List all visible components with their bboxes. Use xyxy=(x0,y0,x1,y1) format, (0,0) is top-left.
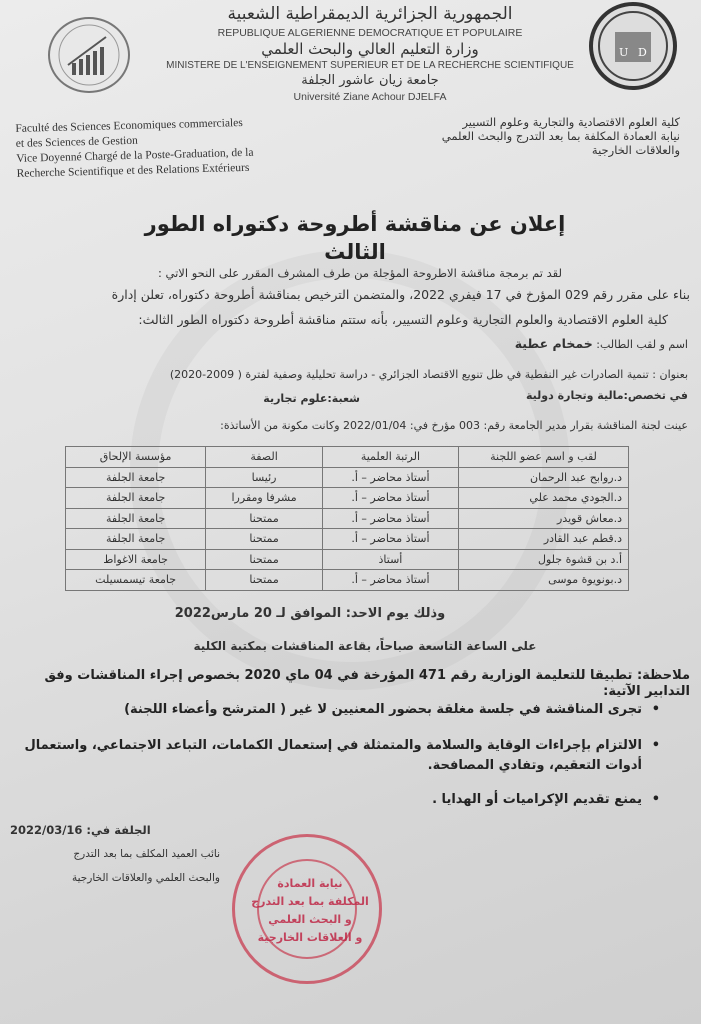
faculty-logo xyxy=(48,17,130,93)
member-institution: جامعة الجلفة xyxy=(66,529,206,550)
time-line: على الساعة التاسعة صباحاً، بقاعة المناقشات بمكتبة الكلية xyxy=(193,639,537,653)
university-fr: Université Ziane Achour DJELFA xyxy=(293,91,447,103)
member-name: أ.د بن قشوة جلول xyxy=(459,549,629,570)
committee-table xyxy=(65,446,629,591)
member-role: ممتحنا xyxy=(206,570,323,591)
official-stamp xyxy=(232,834,382,984)
branch: شعبة:علوم تجارية xyxy=(263,392,360,405)
faculty-fr xyxy=(15,114,316,182)
member-institution: جامعة الجلفة xyxy=(66,508,206,529)
university-ar: جامعة زيان عاشور الجلفة xyxy=(301,73,439,88)
member-role: مشرفا ومقررا xyxy=(206,488,323,509)
faculty-ar-line: نيابة العمادة المكلفة بما بعد التدرج والبحث العلمي xyxy=(441,129,680,143)
faculty-fr-line: Vice Doyenné Chargé de la Poste-Graduation, de la xyxy=(16,146,254,165)
member-name: د.بونويوة موسى xyxy=(459,570,629,591)
list-item: • يمنع تقديم الإكراميات أو الهدايا . xyxy=(10,790,662,810)
stamp-line: و العلاقات الخارجية xyxy=(257,931,363,944)
table-header-row xyxy=(66,447,629,468)
member-institution: جامعة تيسمسيلت xyxy=(66,570,206,591)
republic-ar: الجمهورية الجزائرية الديمقراطية الشعبية xyxy=(227,4,513,24)
university-seal-icon xyxy=(593,6,673,86)
svg-text:U: U xyxy=(619,46,629,59)
member-institution: جامعة الجلفة xyxy=(66,467,206,488)
stamp-line: نيابة العمادة xyxy=(277,877,343,890)
republic-fr: REPUBLIQUE ALGERIENNE DEMOCRATIQUE ET POPULAIRE xyxy=(217,27,523,39)
member-role: ممتحنا xyxy=(206,549,323,570)
faculty-ar-line: كلية العلوم الاقتصادية والتجارية وعلوم التسيير xyxy=(462,115,680,129)
member-institution: جامعة الجلفة xyxy=(66,488,206,509)
member-rank: أستاذ محاضر – أ. xyxy=(322,508,458,529)
col-header-name: لقب و اسم عضو اللجنة xyxy=(459,447,629,468)
faculty-fr-line: Faculté des Sciences Economiques commerciales xyxy=(15,116,243,135)
faculty-ar xyxy=(380,115,680,157)
member-rank: أستاذ xyxy=(322,549,458,570)
ministry-fr: MINISTERE DE L'ENSEIGNEMENT SUPERIEUR ET DE LA RECHERCHE SCIENTIFIQUE xyxy=(166,60,574,71)
thesis-title: بعنوان : تنمية الصادرات غير النفطية في ظل تنويع الاقتصاد الجزائري - دراسة تحليلية وصفية لفترة ( 2009-2020) xyxy=(169,368,688,381)
decision-paragraph: بناء على مقرر رقم 029 المؤرخ في 17 فيفري 2022، والمتضمن الترخيص بمناقشة أطروحة دكتوراه، تعلن إدارة xyxy=(111,287,690,302)
note: ملاحظة: تطبيقا للتعليمة الوزارية رقم 471 المؤرخة في 04 ماي 2020 بخصوص إجراء المناقشات وفق التدابير الآتية: xyxy=(44,668,690,699)
faculty-ar-line: والعلاقات الخارجية xyxy=(591,143,680,157)
place-date: الجلفة في: 2022/03/16 xyxy=(10,823,151,837)
member-rank: أستاذ محاضر – أ. xyxy=(322,570,458,591)
student-label: اسم و لقب الطالب: xyxy=(596,338,688,351)
measures-list xyxy=(10,700,662,810)
stamp-line: و البحث العلمي xyxy=(268,913,352,926)
member-rank: أستاذ محاضر – أ. xyxy=(322,488,458,509)
col-header-role: الصفة xyxy=(206,447,323,468)
table-row xyxy=(66,467,629,488)
stamp-line: المكلفة بما بعد التدرج xyxy=(251,895,369,908)
col-header-rank: الرتبة العلمية xyxy=(322,447,458,468)
member-role: رئيسا xyxy=(206,467,323,488)
member-name: د.قطم عبد القادر xyxy=(459,529,629,550)
announcement-title: إعلان عن مناقشة أطروحة دكتوراه الطور الثالث xyxy=(144,212,566,264)
member-name: د.الجودي محمد علي xyxy=(459,488,629,509)
member-rank: أستاذ محاضر – أ. xyxy=(322,529,458,550)
university-logo xyxy=(589,2,677,90)
specialty: في تخصص:مالية وتجارة دولية xyxy=(526,389,688,402)
stamp-text xyxy=(235,875,385,947)
faculty-paragraph: كلية العلوم الاقتصادية والعلوم التجارية وعلوم التسيير، بأنه ستتم مناقشة أطروحة دكتوراه الطور الثالث: xyxy=(138,312,668,327)
svg-text:D: D xyxy=(638,46,647,59)
table-row xyxy=(66,529,629,550)
date-line: وذلك يوم الاحد: الموافق لـ 20 مارس2022 xyxy=(174,606,446,621)
signature-line-2: والبحث العلمي والعلاقات الخارجية xyxy=(71,872,220,884)
faculty-fr-line: et des Sciences de Gestion xyxy=(15,134,138,150)
member-name: د.روابح عبد الرحمان xyxy=(459,467,629,488)
table-row xyxy=(66,549,629,570)
ministry-ar: وزارة التعليم العالي والبحث العلمي xyxy=(261,40,479,58)
table-row xyxy=(66,570,629,591)
list-item: • الالتزام بإجراءات الوقاية والسلامة والمتمثلة في إستعمال الكمامات، التباعد الاجتماعي، واستعمال أدوات التعقيم، وتفادي المصافحة. xyxy=(10,736,662,776)
faculty-fr-line: Recherche Scientifique et des Relations Extérieurs xyxy=(16,161,250,180)
committee-line: عينت لجنة المناقشة بقرار مدير الجامعة رقم: 003 مؤرخ في: 2022/01/04 وكانت مكونة من الأساتذة: xyxy=(220,419,688,432)
list-item: • تجرى المناقشة في جلسة مغلقة بحضور المعنيين لا غير ( المترشح وأعضاء اللجنة) xyxy=(10,700,662,720)
student-row xyxy=(200,336,688,353)
intro-text: لقد تم برمجة مناقشة الاطروحة المؤجلة من طرف المشرف المقرر على النحو الاتي : xyxy=(157,266,562,280)
signature-line-1: نائب العميد المكلف بما بعد التدرج xyxy=(73,848,220,860)
col-header-institution: مؤسسة الإلحاق xyxy=(66,447,206,468)
member-rank: أستاذ محاضر – أ. xyxy=(322,467,458,488)
chart-logo-icon xyxy=(50,19,128,91)
member-role: ممتحنا xyxy=(206,529,323,550)
table-row xyxy=(66,508,629,529)
member-role: ممتحنا xyxy=(206,508,323,529)
member-name: د.معاش قويدر xyxy=(459,508,629,529)
student-name: خمخام عطية xyxy=(514,336,593,351)
member-institution: جامعة الاغواط xyxy=(66,549,206,570)
table-row xyxy=(66,488,629,509)
